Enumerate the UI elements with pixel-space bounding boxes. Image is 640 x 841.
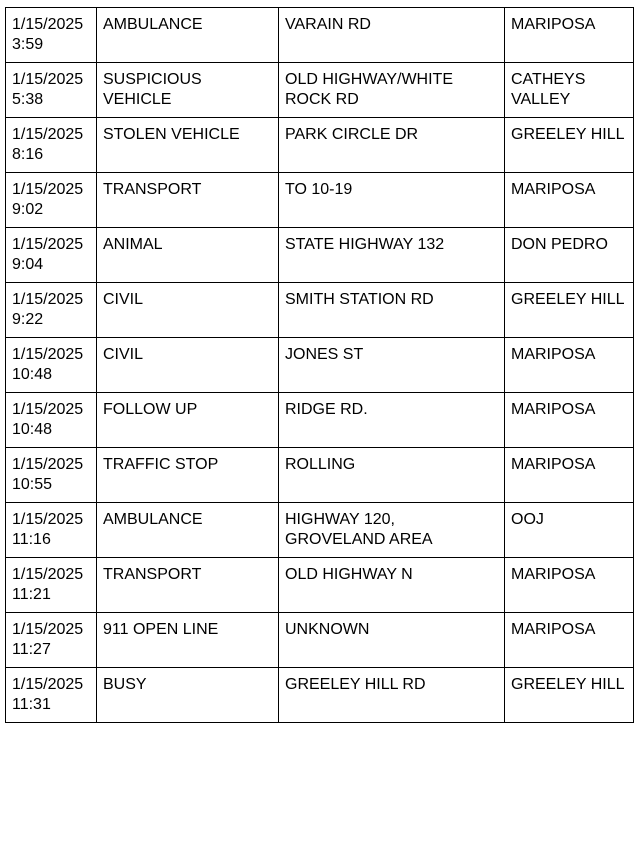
call-time: 3:59 — [12, 36, 44, 53]
location-cell — [279, 448, 505, 503]
location-line: TO 10-19 — [285, 181, 353, 198]
datetime-cell — [6, 558, 97, 613]
call-type-cell — [97, 613, 279, 668]
table-row — [6, 173, 634, 228]
call-time: 9:02 — [12, 201, 44, 218]
location-cell — [279, 228, 505, 283]
datetime-cell — [6, 503, 97, 558]
area-cell — [505, 173, 634, 228]
call-date: 1/15/2025 — [12, 456, 84, 473]
area-cell — [505, 338, 634, 393]
location-cell — [279, 613, 505, 668]
table-row — [6, 118, 634, 173]
area-line: DON PEDRO — [511, 236, 608, 253]
area-cell — [505, 558, 634, 613]
area-line: CATHEYS — [511, 71, 586, 88]
call-time: 11:27 — [12, 641, 51, 658]
call-date: 1/15/2025 — [12, 236, 84, 253]
table-row — [6, 393, 634, 448]
call-type-line: SUSPICIOUS — [103, 71, 202, 88]
call-date: 1/15/2025 — [12, 621, 84, 638]
call-type-line: ANIMAL — [103, 236, 163, 253]
call-type-cell — [97, 448, 279, 503]
datetime-cell — [6, 668, 97, 723]
datetime-cell — [6, 613, 97, 668]
location-line: OLD HIGHWAY/WHITE — [285, 71, 453, 88]
call-type-line: FOLLOW UP — [103, 401, 198, 418]
call-type-cell — [97, 393, 279, 448]
area-cell — [505, 613, 634, 668]
area-line: VALLEY — [511, 91, 571, 108]
area-cell — [505, 503, 634, 558]
call-time: 9:04 — [12, 256, 44, 273]
datetime-cell — [6, 448, 97, 503]
call-type-cell — [97, 118, 279, 173]
location-line: JONES ST — [285, 346, 364, 363]
area-cell — [505, 63, 634, 118]
call-log-body — [6, 8, 634, 723]
location-line: STATE HIGHWAY 132 — [285, 236, 445, 253]
call-time: 5:38 — [12, 91, 44, 108]
area-cell — [505, 118, 634, 173]
call-type-cell — [97, 8, 279, 63]
table-row — [6, 283, 634, 338]
location-cell — [279, 173, 505, 228]
call-type-cell — [97, 558, 279, 613]
call-date: 1/15/2025 — [12, 291, 84, 308]
area-line: MARIPOSA — [511, 181, 596, 198]
location-cell — [279, 338, 505, 393]
call-date: 1/15/2025 — [12, 566, 84, 583]
datetime-cell — [6, 228, 97, 283]
area-line: MARIPOSA — [511, 621, 596, 638]
location-cell — [279, 503, 505, 558]
call-time: 9:22 — [12, 311, 44, 328]
datetime-cell — [6, 338, 97, 393]
call-type-line: AMBULANCE — [103, 16, 203, 33]
area-line: MARIPOSA — [511, 346, 596, 363]
area-line: GREELEY HILL — [511, 126, 625, 143]
call-date: 1/15/2025 — [12, 181, 84, 198]
call-date: 1/15/2025 — [12, 511, 84, 528]
call-type-cell — [97, 283, 279, 338]
location-line: ROCK RD — [285, 91, 359, 108]
area-line: GREELEY HILL — [511, 291, 625, 308]
location-line: PARK CIRCLE DR — [285, 126, 419, 143]
area-line: GREELEY HILL — [511, 676, 625, 693]
location-cell — [279, 558, 505, 613]
location-line: UNKNOWN — [285, 621, 370, 638]
call-type-cell — [97, 173, 279, 228]
location-line: OLD HIGHWAY N — [285, 566, 413, 583]
call-time: 10:55 — [12, 476, 53, 493]
table-row — [6, 558, 634, 613]
location-line: RIDGE RD. — [285, 401, 368, 418]
location-line: ROLLING — [285, 456, 356, 473]
area-cell — [505, 393, 634, 448]
area-cell — [505, 283, 634, 338]
datetime-cell — [6, 393, 97, 448]
area-cell — [505, 228, 634, 283]
table-row — [6, 63, 634, 118]
location-cell — [279, 118, 505, 173]
call-time: 10:48 — [12, 421, 53, 438]
table-row — [6, 338, 634, 393]
call-type-cell — [97, 503, 279, 558]
call-type-line: TRANSPORT — [103, 181, 202, 198]
datetime-cell — [6, 283, 97, 338]
location-line: HIGHWAY 120, — [285, 511, 395, 528]
call-type-line: STOLEN VEHICLE — [103, 126, 240, 143]
table-row — [6, 228, 634, 283]
call-type-line: AMBULANCE — [103, 511, 203, 528]
area-line: OOJ — [511, 511, 544, 528]
area-cell — [505, 8, 634, 63]
table-row — [6, 503, 634, 558]
table-row — [6, 668, 634, 723]
call-date: 1/15/2025 — [12, 126, 84, 143]
location-cell — [279, 393, 505, 448]
call-type-line: CIVIL — [103, 346, 144, 363]
call-type-cell — [97, 668, 279, 723]
location-cell — [279, 668, 505, 723]
call-date: 1/15/2025 — [12, 16, 84, 33]
area-cell — [505, 668, 634, 723]
call-type-line: BUSY — [103, 676, 147, 693]
call-date: 1/15/2025 — [12, 346, 84, 363]
call-type-cell — [97, 63, 279, 118]
call-log-table — [5, 7, 634, 723]
area-cell — [505, 448, 634, 503]
area-line: MARIPOSA — [511, 566, 596, 583]
call-type-line: TRAFFIC STOP — [103, 456, 219, 473]
call-type-line: VEHICLE — [103, 91, 172, 108]
location-cell — [279, 63, 505, 118]
location-line: GREELEY HILL RD — [285, 676, 426, 693]
call-time: 8:16 — [12, 146, 44, 163]
datetime-cell — [6, 118, 97, 173]
area-line: MARIPOSA — [511, 456, 596, 473]
call-time: 10:48 — [12, 366, 53, 383]
call-date: 1/15/2025 — [12, 676, 84, 693]
table-row — [6, 613, 634, 668]
table-row — [6, 448, 634, 503]
call-type-cell — [97, 228, 279, 283]
datetime-cell — [6, 173, 97, 228]
area-line: MARIPOSA — [511, 16, 596, 33]
table-row — [6, 8, 634, 63]
call-date: 1/15/2025 — [12, 401, 84, 418]
call-type-cell — [97, 338, 279, 393]
location-line: GROVELAND AREA — [285, 531, 433, 548]
location-line: VARAIN RD — [285, 16, 371, 33]
call-time: 11:31 — [12, 696, 51, 713]
call-type-line: 911 OPEN LINE — [103, 621, 219, 638]
datetime-cell — [6, 63, 97, 118]
datetime-cell — [6, 8, 97, 63]
location-cell — [279, 8, 505, 63]
call-date: 1/15/2025 — [12, 71, 84, 88]
call-time: 11:21 — [12, 586, 51, 603]
call-time: 11:16 — [12, 531, 51, 548]
location-cell — [279, 283, 505, 338]
area-line: MARIPOSA — [511, 401, 596, 418]
call-type-line: TRANSPORT — [103, 566, 202, 583]
call-type-line: CIVIL — [103, 291, 144, 308]
location-line: SMITH STATION RD — [285, 291, 434, 308]
